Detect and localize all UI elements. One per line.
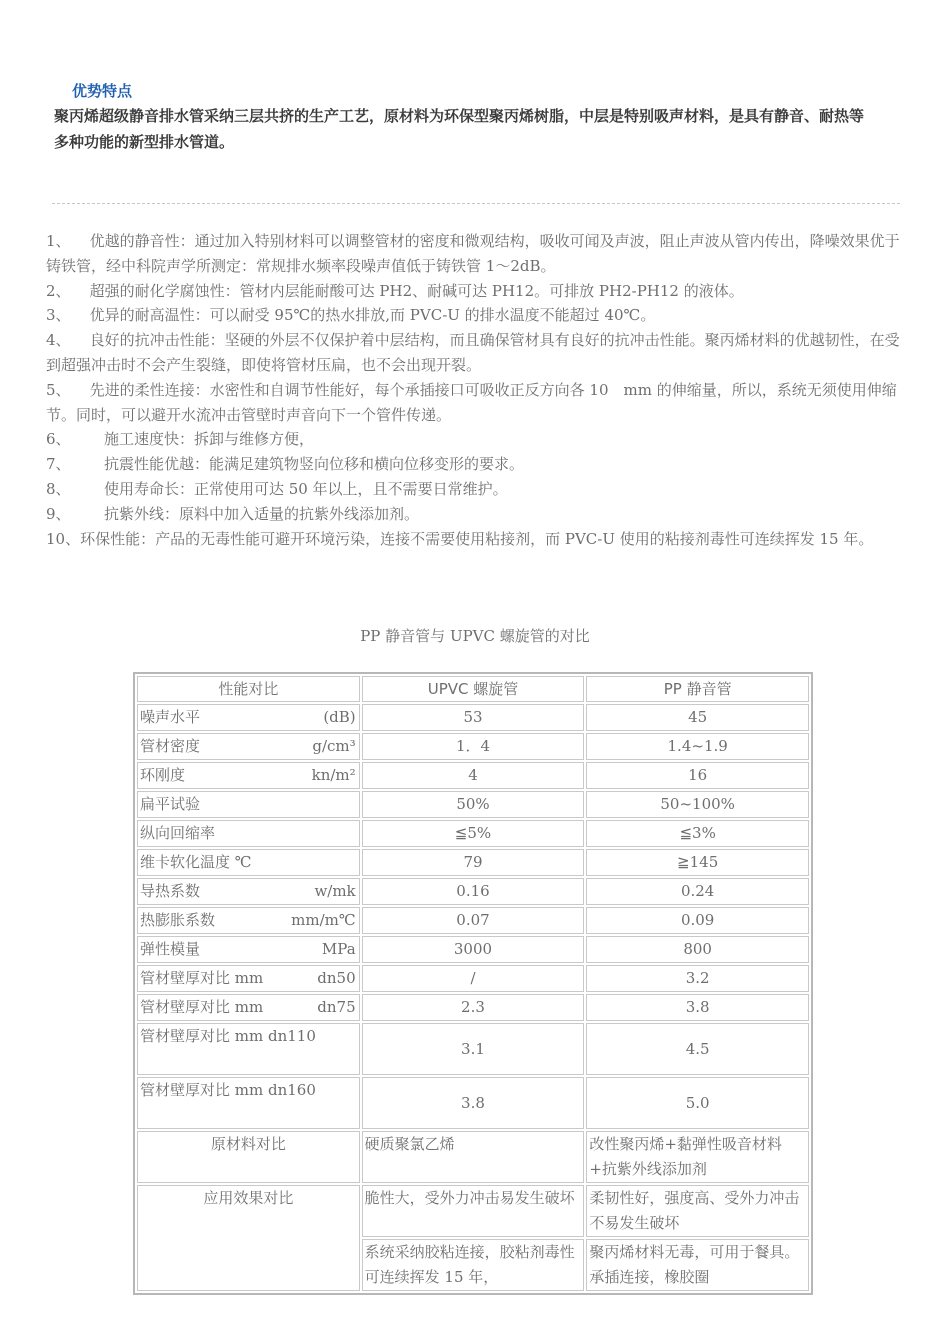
- row-label: 原材料对比: [137, 1131, 360, 1183]
- row-label: 导热系数 w/mk: [137, 878, 360, 905]
- upvc-value: 硬质聚氯乙烯: [362, 1131, 585, 1183]
- row-label: 环刚度 kn/m²: [137, 762, 360, 789]
- upvc-value: 3000: [362, 936, 585, 963]
- table-row: [137, 762, 809, 789]
- pp-value: 柔韧性好，强度高、受外力冲击不易发生破坏: [586, 1185, 809, 1237]
- feature-item: 7、 抗震性能优越：能满足建筑物竖向位移和横向位移变形的要求。: [46, 455, 524, 474]
- upvc-value: 脆性大，受外力冲击易发生破坏: [362, 1185, 585, 1237]
- table-row: [137, 1185, 809, 1237]
- feature-item: 6、 施工速度快：拆卸与维修方便，: [46, 430, 314, 449]
- table-title: PP 静音管与 UPVC 螺旋管的对比: [360, 627, 590, 645]
- feature-item: 5、 先进的柔性连接：水密性和自调节性能好，每个承插接口可吸收正反方向各 10 mm 的伸缩量，所以，系统无须使用伸缩节。同时，可以避开水流冲击管壁时声音向下一个管件传递。: [46, 380, 897, 424]
- upvc-value: 3.8: [362, 1077, 585, 1129]
- header-upvc: UPVC 螺旋管: [362, 676, 585, 702]
- table-row: [137, 791, 809, 818]
- pp-value: 50~100%: [586, 791, 809, 818]
- table-row: [137, 820, 809, 847]
- feature-list: [46, 229, 906, 551]
- row-label: 管材壁厚对比 mm dn110: [137, 1023, 360, 1075]
- upvc-value: 79: [362, 849, 585, 876]
- pp-value: 800: [586, 936, 809, 963]
- row-label: 热膨胀系数 mm/m℃: [137, 907, 360, 934]
- table-row: [137, 1131, 809, 1183]
- pp-value: 3.2: [586, 965, 809, 992]
- table-row: [137, 965, 809, 992]
- feature-item: 8、 使用寿命长：正常使用可达 50 年以上，且不需要日常维护。: [46, 479, 508, 498]
- upvc-value: /: [362, 965, 585, 992]
- feature-item: 3、 优异的耐高温性：可以耐受 95℃的热水排放,而 PVC-U 的排水温度不能超过 40℃。: [46, 306, 656, 325]
- row-label: 管材壁厚对比 mm dn160: [137, 1077, 360, 1129]
- comparison-table: [133, 672, 813, 1295]
- upvc-value: 53: [362, 704, 585, 731]
- intro-paragraph: 聚丙烯超级静音排水管采纳三层共挤的生产工艺，原材料为环保型聚丙烯树脂，中层是特别吸声材料，是具有静音、耐热等多种功能的新型排水管道。: [54, 107, 865, 151]
- upvc-value: 50%: [362, 791, 585, 818]
- upvc-value: 3.1: [362, 1023, 585, 1075]
- row-label: 管材密度 g/cm³: [137, 733, 360, 760]
- table-row: [137, 994, 809, 1021]
- section-heading: 优势特点: [72, 82, 133, 100]
- upvc-value: 0.07: [362, 907, 585, 934]
- feature-item: 4、 良好的抗冲击性能：坚硬的外层不仅保护着中层结构，而且确保管材具有良好的抗冲击性能。聚丙烯材料的优越韧性，在受到超强冲击时不会产生裂缝，即使将管材压扁，也不会出现开裂。: [46, 331, 900, 374]
- row-label: 噪声水平 (dB): [137, 704, 360, 731]
- row-label: 管材壁厚对比 mm dn50: [137, 965, 360, 992]
- row-label: 应用效果对比: [137, 1185, 360, 1291]
- table-row: [137, 733, 809, 760]
- row-label: 扁平试验: [137, 791, 360, 818]
- table-row: [137, 936, 809, 963]
- feature-item: 9、 抗紫外线：原料中加入适量的抗紫外线添加剂。: [46, 504, 419, 523]
- header-property: 性能对比: [137, 676, 360, 702]
- table-row: [137, 1023, 809, 1075]
- feature-item: 2、 超强的耐化学腐蚀性：管材内层能耐酸可达 PH2、耐碱可达 PH12。可排放 PH2-PH12 的液体。: [46, 281, 744, 300]
- upvc-value: 2.3: [362, 994, 585, 1021]
- pp-value: 聚丙烯材料无毒，可用于餐具。承插连接，橡胶圈: [586, 1239, 809, 1291]
- pp-value: 改性聚丙烯+黏弹性吸音材料+抗紫外线添加剂: [586, 1131, 809, 1183]
- upvc-value: 1．4: [362, 733, 585, 760]
- feature-item: 10、环保性能：产品的无毒性能可避开环境污染，连接不需要使用粘接剂，而 PVC-U 使用的粘接剂毒性可连续挥发 15 年。: [46, 529, 874, 548]
- upvc-value: 0.16: [362, 878, 585, 905]
- table-row: [137, 704, 809, 731]
- row-label: 维卡软化温度 ℃: [137, 849, 360, 876]
- pp-value: ≧145: [586, 849, 809, 876]
- table-row: [137, 1077, 809, 1129]
- table-row: [137, 849, 809, 876]
- row-label: 管材壁厚对比 mm dn75: [137, 994, 360, 1021]
- header-pp: PP 静音管: [586, 676, 809, 702]
- pp-value: 0.24: [586, 878, 809, 905]
- pp-value: 1.4~1.9: [586, 733, 809, 760]
- row-label: 纵向回缩率: [137, 820, 360, 847]
- pp-value: ≦3%: [586, 820, 809, 847]
- pp-value: 5.0: [586, 1077, 809, 1129]
- pp-value: 45: [586, 704, 809, 731]
- upvc-value: 系统采纳胶粘连接，胶粘剂毒性可连续挥发 15 年，: [362, 1239, 585, 1291]
- pp-value: 3.8: [586, 994, 809, 1021]
- table-row: [137, 907, 809, 934]
- feature-item: 1、 优越的静音性：通过加入特别材料可以调整管材的密度和微观结构，吸收可闻及声波，阻止声波从管内传出，降噪效果优于铸铁管，经中科院声学所测定：常规排水频率段噪声值低于铸铁管 1～2dB。: [46, 232, 900, 275]
- table-header-row: [137, 676, 809, 702]
- dashed-divider: [52, 203, 900, 204]
- upvc-value: ≦5%: [362, 820, 585, 847]
- table-row: [137, 878, 809, 905]
- pp-value: 0.09: [586, 907, 809, 934]
- pp-value: 4.5: [586, 1023, 809, 1075]
- pp-value: 16: [586, 762, 809, 789]
- upvc-value: 4: [362, 762, 585, 789]
- row-label: 弹性模量 MPa: [137, 936, 360, 963]
